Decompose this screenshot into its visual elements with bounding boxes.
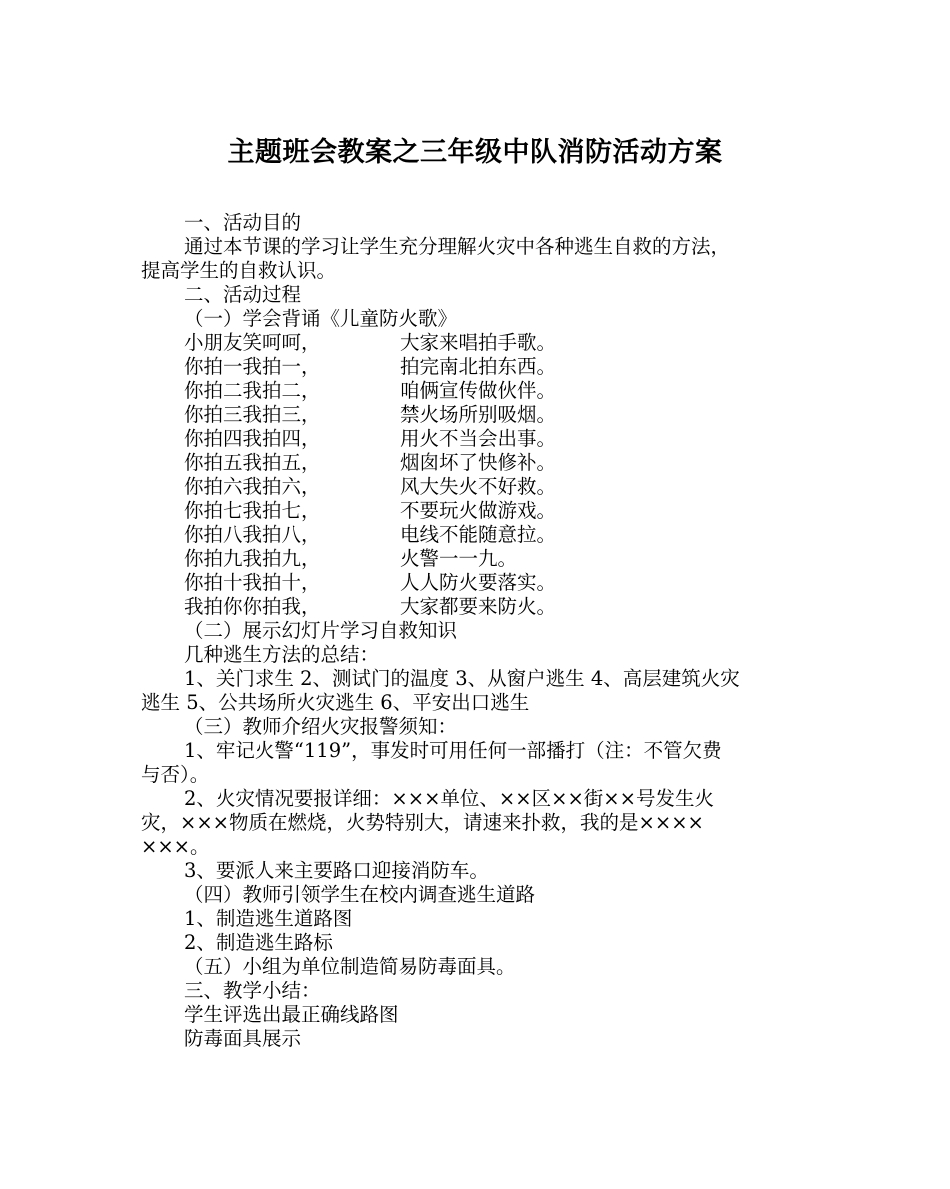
document-title: 主题班会教案之三年级中队消防活动方案 — [227, 137, 723, 168]
poem-line — [141, 403, 813, 427]
poem-line-left: 你拍五我拍五， — [184, 451, 321, 474]
poem-line-left: 你拍三我拍三， — [184, 403, 321, 426]
subsection-3: （三）教师介绍火灾报警须知： — [184, 715, 458, 738]
poem-line — [141, 355, 813, 379]
subsection-2: （二）展示幻灯片学习自救知识 — [184, 619, 458, 642]
poem-line — [141, 547, 813, 571]
poem-line-left: 你拍七我拍七， — [184, 499, 321, 522]
conclusion-2: 防毒面具展示 — [184, 1027, 302, 1050]
poem-line — [141, 427, 813, 451]
poem-line — [141, 451, 813, 475]
notice-2-line-3: ×××。 — [141, 835, 210, 858]
fire-safety-poem — [141, 331, 813, 619]
poem-line — [141, 475, 813, 499]
poem-line-right: 大家来唱拍手歌。 — [400, 331, 557, 354]
poem-line-left: 你拍四我拍四， — [184, 427, 321, 450]
escape-methods-line-2: 逃生 5、公共场所火灾逃生 6、平安出口逃生 — [141, 691, 530, 714]
poem-line-right: 烟囱坏了快修补。 — [400, 451, 557, 474]
poem-line-right: 风大失火不好救。 — [400, 475, 557, 498]
poem-line-left: 我拍你你拍我， — [184, 595, 321, 618]
poem-line-left: 你拍九我拍九， — [184, 547, 321, 570]
step-1: 1、制造逃生道路图 — [184, 907, 353, 930]
notice-1-line-2: 与否）。 — [141, 763, 210, 786]
notice-2-line-2: 灾，×××物质在燃烧，火势特别大，请速来扑救，我的是×××× — [141, 811, 704, 834]
goal-text: 通过本节课的学习让学生充分理解火灾中各种逃生自救的方法， — [184, 235, 731, 258]
notice-1-line-1: 1、牢记火警“119”，事发时可用任何一部播打（注：不管欠费 — [184, 739, 722, 762]
section-heading-summary: 三、教学小结： — [184, 979, 321, 1002]
escape-methods-line-1: 1、关门求生 2、测试门的温度 3、从窗户逃生 4、高层建筑火灾 — [184, 667, 740, 690]
goal-text-continued: 提高学生的自救认识。 — [141, 259, 337, 282]
subsection-4: （四）教师引领学生在校内调查逃生道路 — [184, 883, 536, 906]
poem-line-right: 大家都要来防火。 — [400, 595, 557, 618]
poem-line-right: 电线不能随意拉。 — [400, 523, 557, 546]
poem-line — [141, 523, 813, 547]
poem-line-right: 禁火场所别吸烟。 — [400, 403, 557, 426]
section-heading-process: 二、活动过程 — [184, 283, 302, 306]
poem-line-right: 咱俩宣传做伙伴。 — [400, 379, 557, 402]
document-body — [141, 211, 813, 1051]
notice-3: 3、要派人来主要路口迎接消防车。 — [184, 859, 489, 882]
poem-line — [141, 571, 813, 595]
poem-line-right: 人人防火要落实。 — [400, 571, 557, 594]
poem-line-left: 你拍六我拍六， — [184, 475, 321, 498]
poem-line-left: 你拍一我拍一， — [184, 355, 321, 378]
poem-line-right: 拍完南北拍东西。 — [400, 355, 557, 378]
notice-2-line-1: 2、火灾情况要报详细：×××单位、××区××街××号发生火 — [184, 787, 714, 810]
escape-summary-heading: 几种逃生方法的总结： — [184, 643, 380, 666]
poem-line — [141, 379, 813, 403]
poem-line-left: 小朋友笑呵呵， — [184, 331, 321, 354]
poem-line-left: 你拍十我拍十， — [184, 571, 321, 594]
subsection-5: （五）小组为单位制造简易防毒面具。 — [184, 955, 516, 978]
poem-line-left: 你拍二我拍二， — [184, 379, 321, 402]
conclusion-1: 学生评选出最正确线路图 — [184, 1003, 399, 1026]
subsection-1: （一）学会背诵《儿童防火歌》 — [184, 307, 458, 330]
poem-line-right: 用火不当会出事。 — [400, 427, 557, 450]
poem-line-left: 你拍八我拍八， — [184, 523, 321, 546]
poem-line-right: 火警一一九。 — [400, 547, 518, 570]
section-heading-goal: 一、活动目的 — [184, 211, 302, 234]
poem-line — [141, 595, 813, 619]
poem-line — [141, 499, 813, 523]
step-2: 2、制造逃生路标 — [184, 931, 333, 954]
poem-line — [141, 331, 813, 355]
poem-line-right: 不要玩火做游戏。 — [400, 499, 557, 522]
